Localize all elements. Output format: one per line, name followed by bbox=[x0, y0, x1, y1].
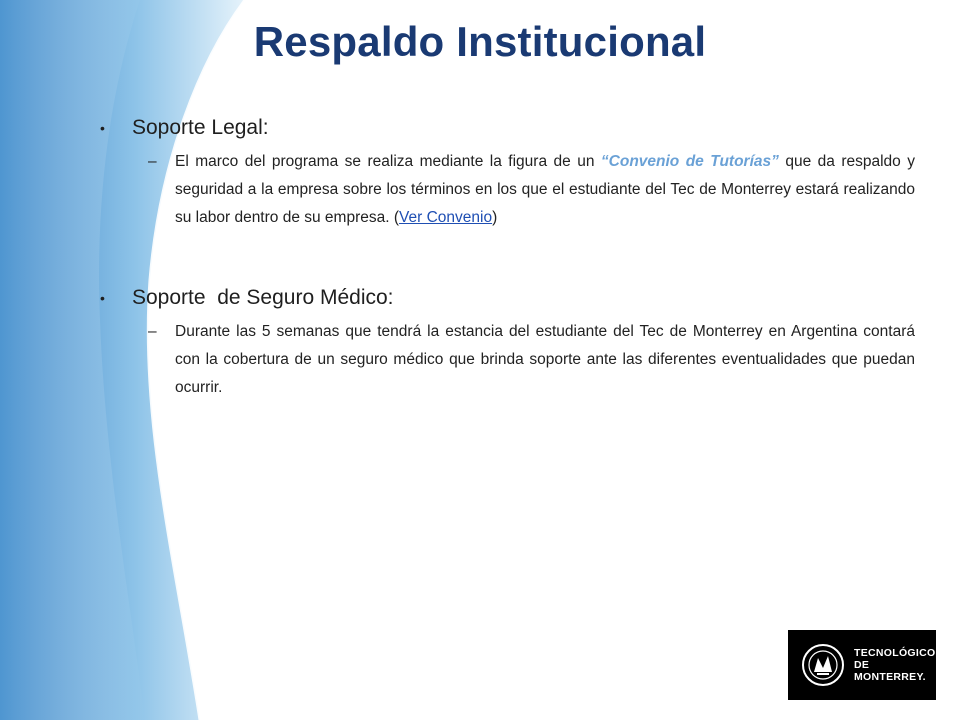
paragraph-seguro bbox=[148, 318, 915, 402]
logo-text bbox=[854, 647, 935, 683]
paragraph-legal-pre: El marco del programa se realiza mediante la figura de un bbox=[175, 153, 601, 170]
paragraph-seguro-text: Durante las 5 semanas que tendrá la estancia del estudiante del Tec de Monterrey en Argentina contará con la cobertura de un seguro médico que brinda soporte ante las diferentes eventualidades que puedan ocurrir. bbox=[175, 323, 915, 396]
logo-line-1: TECNOLÓGICO bbox=[854, 647, 936, 659]
ver-convenio-link[interactable]: Ver Convenio bbox=[399, 209, 493, 226]
tec-emblem-icon bbox=[800, 642, 846, 688]
slide-title: Respaldo Institucional bbox=[253, 18, 707, 65]
bullet-dot: • bbox=[100, 290, 105, 306]
section-legal bbox=[100, 114, 915, 232]
paragraph-legal-post: que da respaldo y seguridad a la empresa sobre los términos en los que el estudiante del Tec de Monterrey estará realizando su labor dentro de su empresa. ( bbox=[175, 153, 915, 226]
heading-soporte-legal: Soporte Legal: bbox=[132, 116, 269, 139]
bullet-dash: – bbox=[148, 153, 157, 170]
paragraph-legal bbox=[148, 148, 915, 232]
bullet-dot: • bbox=[100, 120, 105, 136]
heading-seguro-medico: Soporte de Seguro Médico: bbox=[132, 286, 394, 309]
slide-content bbox=[100, 114, 915, 402]
section-seguro bbox=[100, 284, 915, 402]
convenio-emphasis: “Convenio de Tutorías” bbox=[600, 153, 779, 170]
tec-monterrey-logo bbox=[788, 630, 936, 700]
logo-line-2: DE MONTERREY. bbox=[854, 659, 926, 683]
paragraph-legal-close: ) bbox=[492, 209, 498, 226]
bullet-dash: – bbox=[148, 323, 157, 340]
bullet-heading-legal bbox=[100, 114, 915, 142]
bullet-heading-seguro bbox=[100, 284, 915, 312]
